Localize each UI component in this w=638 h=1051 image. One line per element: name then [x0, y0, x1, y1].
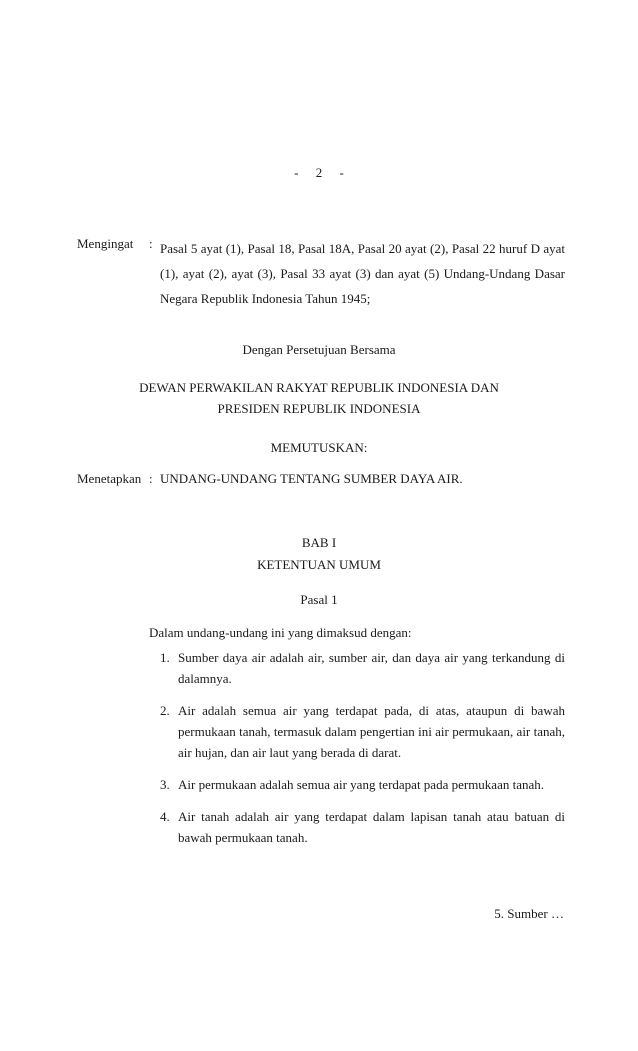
- menetapkan-colon: :: [149, 471, 153, 486]
- list-item: [149, 700, 565, 763]
- page-number: - 2 -: [294, 165, 344, 180]
- item-number: 1.: [160, 650, 170, 665]
- item-text: Air permukaan adalah semua air yang terdapat pada permukaan tanah.: [178, 777, 544, 792]
- list-item: [149, 647, 565, 689]
- item-text: Air tanah adalah air yang terdapat dalam lapisan tanah atau batuan di bawah permukaan tanah.: [178, 809, 565, 845]
- item-number: 4.: [160, 809, 170, 824]
- list-item: [149, 774, 565, 795]
- definition-list: [149, 647, 565, 859]
- persetujuan-heading: Dengan Persetujuan Bersama: [242, 342, 396, 357]
- next-page-reference: 5. Sumber …: [494, 906, 564, 921]
- bab-title: KETENTUAN UMUM: [257, 557, 381, 572]
- bab-heading: BAB I: [301, 535, 337, 550]
- mengingat-text: Pasal 5 ayat (1), Pasal 18, Pasal 18A, Pasal 20 ayat (2), Pasal 22 huruf D ayat (1), ayat (2), ayat (3), Pasal 33 ayat (3) dan ayat (5) Undang-Undang Dasar Negara Republik Indonesia Tahun 1945;: [160, 241, 565, 306]
- dpr-line-2: PRESIDEN REPUBLIK INDONESIA: [217, 401, 421, 416]
- memutuskan-heading: MEMUTUSKAN:: [270, 440, 368, 455]
- mengingat-colon: :: [149, 236, 153, 251]
- menetapkan-text: UNDANG-UNDANG TENTANG SUMBER DAYA AIR.: [160, 471, 463, 486]
- menetapkan-label: Menetapkan: [77, 471, 142, 486]
- list-item: [149, 806, 565, 848]
- item-text: Air adalah semua air yang terdapat pada, di atas, ataupun di bawah permukaan tanah, termasuk dalam pengertian ini air permukaan, air tanah, air hujan, dan air laut yang berada di darat.: [178, 703, 565, 760]
- item-number: 2.: [160, 703, 170, 718]
- dpr-heading: [0, 377, 638, 419]
- pasal-heading: Pasal 1: [300, 592, 338, 607]
- mengingat-label: Mengingat: [77, 236, 134, 251]
- dpr-line-1: DEWAN PERWAKILAN RAKYAT REPUBLIK INDONESIA DAN: [139, 380, 499, 395]
- item-number: 3.: [160, 777, 170, 792]
- pasal-intro: Dalam undang-undang ini yang dimaksud dengan:: [149, 625, 412, 640]
- item-text: Sumber daya air adalah air, sumber air, dan daya air yang terkandung di dalamnya.: [178, 650, 565, 686]
